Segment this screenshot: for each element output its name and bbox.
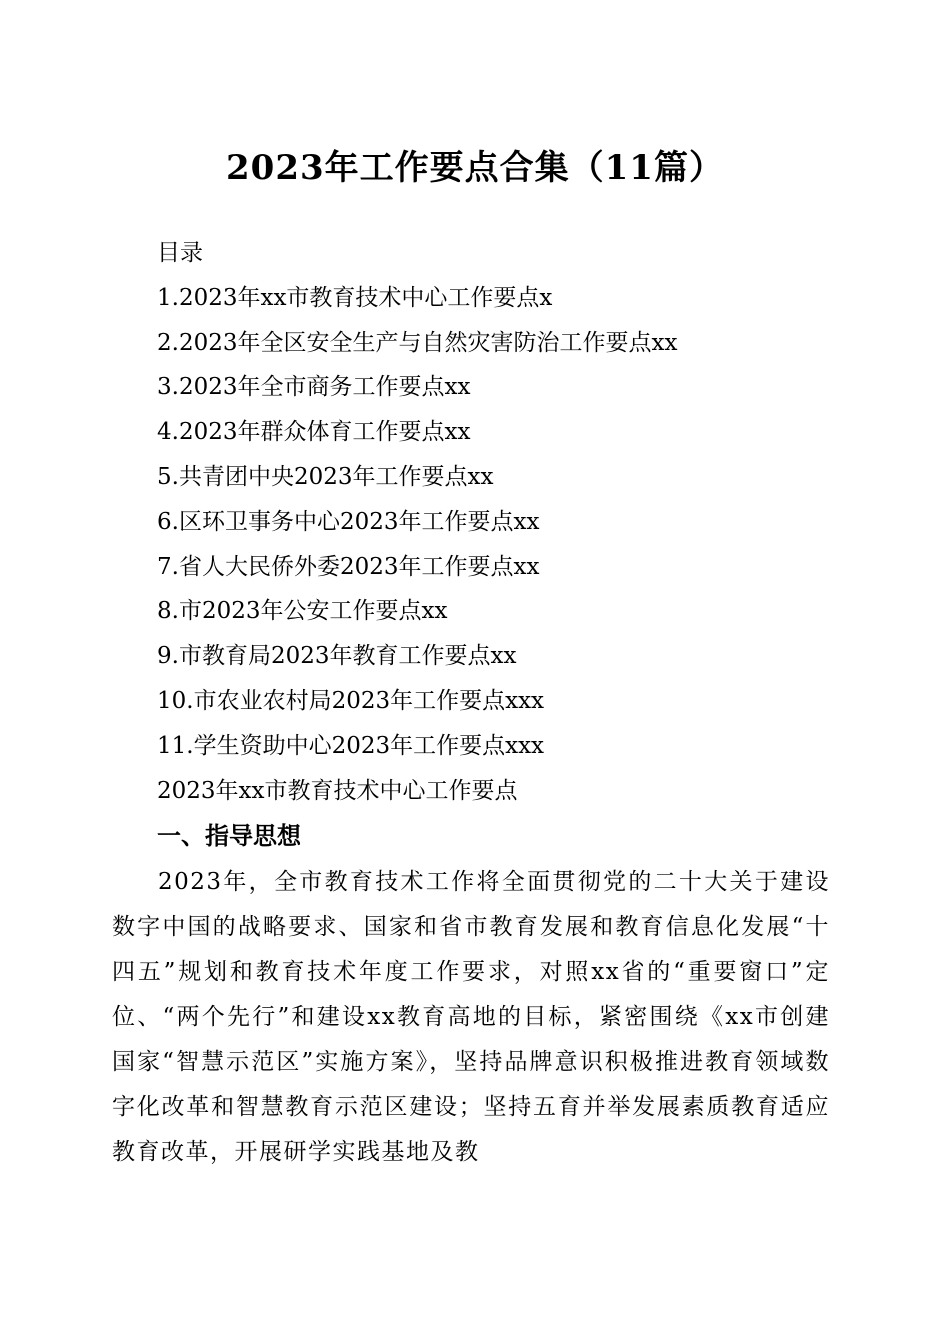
toc-item: 7.省人大民侨外委2023年工作要点xx xyxy=(157,553,540,580)
table-of-contents xyxy=(157,235,857,817)
toc-item: 1.2023年xx市教育技术中心工作要点x xyxy=(157,284,553,311)
toc-item: 6.区环卫事务中心2023年工作要点xx xyxy=(157,508,540,535)
body-paragraph: 2023年，全市教育技术工作将全面贯彻党的二十大关于建设数字中国的战略要求、国家和省市教育发展和教育信息化发展“十四五”规划和教育技术年度工作要求，对照xx省的“重要窗口”定位、“两个先行”和建设xx教育高地的目标，紧密围绕《xx市创建国家“智慧示范区”实施方案》，坚持品牌意识积极推进教育领域数字化改革和智慧教育示范区建设；坚持五育并举发展素质教育适应教育改革，开展研学实践基地及教 xyxy=(112,869,830,1165)
document-title: 2023年工作要点合集（11篇） xyxy=(226,148,724,188)
toc-item: 5.共青团中央2023年工作要点xx xyxy=(157,463,494,490)
toc-item: 11.学生资助中心2023年工作要点xxx xyxy=(157,732,545,759)
toc-label: 目录 xyxy=(157,240,203,266)
toc-item: 4.2023年群众体育工作要点xx xyxy=(157,419,471,446)
article-title: 2023年xx市教育技术中心工作要点 xyxy=(157,777,518,804)
toc-item: 8.市2023年公安工作要点xx xyxy=(157,598,448,625)
section-heading: 一、指导思想 xyxy=(157,822,301,850)
toc-item: 2.2023年全区安全生产与自然灾害防治工作要点xx xyxy=(157,329,678,356)
toc-item: 3.2023年全市商务工作要点xx xyxy=(157,374,471,401)
toc-item: 10.市农业农村局2023年工作要点xxx xyxy=(157,687,545,714)
toc-item: 9.市教育局2023年教育工作要点xx xyxy=(157,643,517,670)
